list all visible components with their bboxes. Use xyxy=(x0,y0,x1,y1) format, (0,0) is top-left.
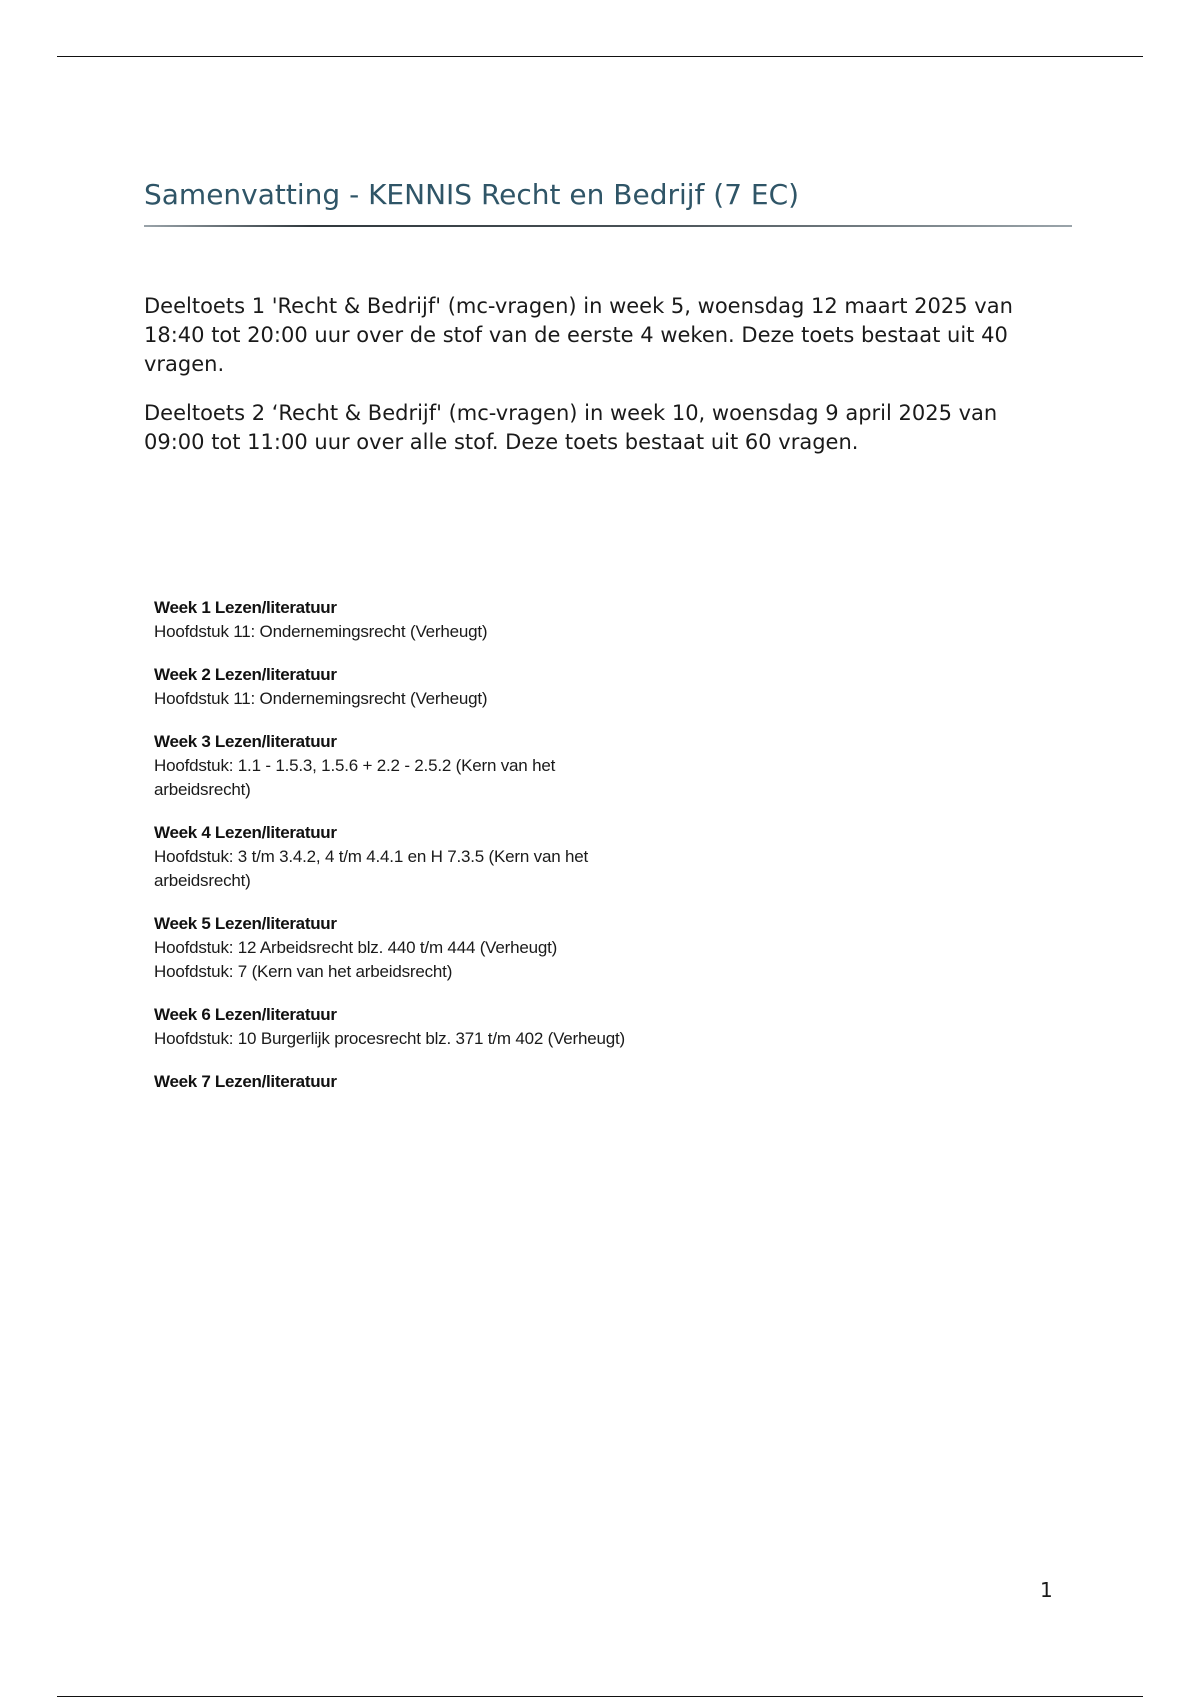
week-6-line: Hoofdstuk: 10 Burgerlijk procesrecht blz. 371 t/m 402 (Verheugt) xyxy=(154,1029,626,1048)
week-4-heading: Week 4 Lezen/literatuur xyxy=(154,823,337,842)
week-5-line-1: Hoofdstuk: 12 Arbeidsrecht blz. 440 t/m 444 (Verheugt) xyxy=(154,938,558,957)
intro-paragraph-deeltoets-2: Deeltoets 2 ‘Recht & Bedrijf' (mc-vragen) in week 10, woensdag 9 april 2025 van 09:00 tot 11:00 uur over alle stof. Deze toets bestaat uit 60 vragen. xyxy=(144,401,998,454)
intro-paragraph-deeltoets-1: Deeltoets 1 'Recht & Bedrijf' (mc-vragen) in week 5, woensdag 12 maart 2025 van 18:40 tot 20:00 uur over de stof van de eerste 4 weken. Deze toets bestaat uit 40 vragen. xyxy=(144,294,1013,376)
week-7-block xyxy=(154,1070,714,1094)
weekly-reading-list xyxy=(154,596,714,1113)
intro-section xyxy=(144,292,1064,477)
week-2-block xyxy=(154,663,714,711)
title-underline xyxy=(144,225,1072,227)
document-title: Samenvatting - KENNIS Recht en Bedrijf (7 EC) xyxy=(144,178,800,211)
week-5-heading: Week 5 Lezen/literatuur xyxy=(154,914,337,933)
week-4-line-1: Hoofdstuk: 3 t/m 3.4.2, 4 t/m 4.4.1 en H 7.3.5 (Kern van het xyxy=(154,847,589,866)
page-bottom-rule xyxy=(57,1696,1143,1697)
week-3-block xyxy=(154,730,714,802)
week-5-line-2: Hoofdstuk: 7 (Kern van het arbeidsrecht) xyxy=(154,962,453,981)
week-2-heading: Week 2 Lezen/literatuur xyxy=(154,665,337,684)
week-4-line-2: arbeidsrecht) xyxy=(154,871,251,890)
week-1-line: Hoofdstuk 11: Ondernemingsrecht (Verheugt) xyxy=(154,622,488,641)
week-2-line: Hoofdstuk 11: Ondernemingsrecht (Verheugt) xyxy=(154,689,488,708)
page-number: 1 xyxy=(1040,1578,1053,1602)
week-6-heading: Week 6 Lezen/literatuur xyxy=(154,1005,337,1024)
page-top-rule xyxy=(57,56,1143,57)
week-3-line-2: arbeidsrecht) xyxy=(154,780,251,799)
week-5-block xyxy=(154,912,714,984)
week-7-heading: Week 7 Lezen/literatuur xyxy=(154,1072,337,1091)
week-3-heading: Week 3 Lezen/literatuur xyxy=(154,732,337,751)
week-4-block xyxy=(154,821,714,893)
week-1-block xyxy=(154,596,714,644)
week-1-heading: Week 1 Lezen/literatuur xyxy=(154,598,337,617)
week-6-block xyxy=(154,1003,714,1051)
week-3-line-1: Hoofdstuk: 1.1 - 1.5.3, 1.5.6 + 2.2 - 2.5.2 (Kern van het xyxy=(154,756,556,775)
